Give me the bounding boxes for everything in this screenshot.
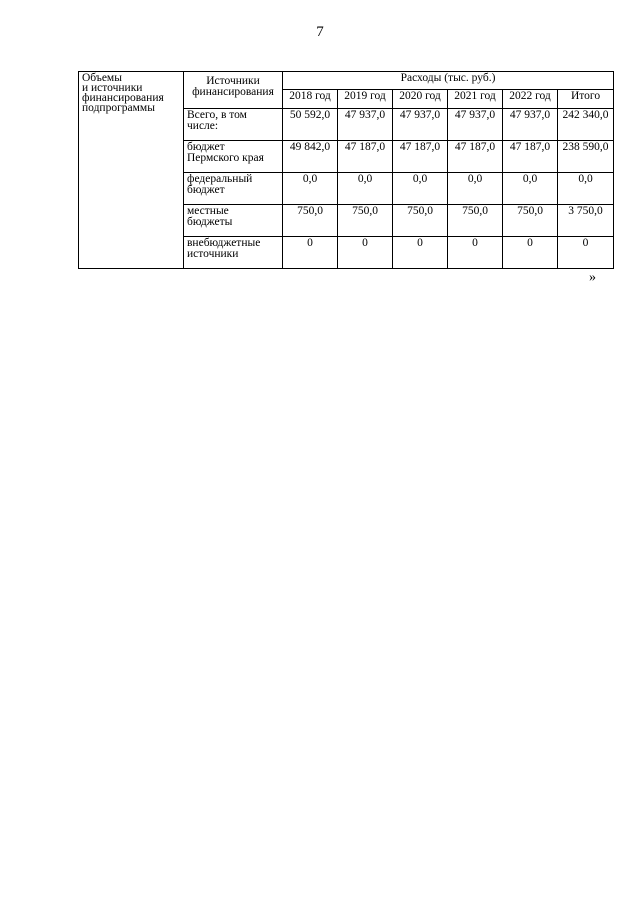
year-header: 2018 год bbox=[283, 90, 338, 109]
volumes-header-cell: Объемы и источники финансирования подпрограммы bbox=[79, 72, 184, 269]
total-cell: 238 590,0 bbox=[558, 141, 614, 173]
row-label: федеральный бюджет bbox=[184, 173, 283, 205]
year-header: 2022 год bbox=[503, 90, 558, 109]
financing-table bbox=[78, 71, 614, 269]
total-cell: 0,0 bbox=[558, 173, 614, 205]
value-cell: 47 937,0 bbox=[503, 109, 558, 141]
year-header: 2021 год bbox=[448, 90, 503, 109]
value-cell: 47 937,0 bbox=[338, 109, 393, 141]
row-label: бюджет Пермского края bbox=[184, 141, 283, 173]
value-cell: 47 937,0 bbox=[393, 109, 448, 141]
value-cell: 0,0 bbox=[448, 173, 503, 205]
total-cell: 3 750,0 bbox=[558, 205, 614, 237]
value-cell: 47 187,0 bbox=[503, 141, 558, 173]
value-cell: 0,0 bbox=[503, 173, 558, 205]
total-header: Итого bbox=[558, 90, 614, 109]
sources-header-cell: Источники финансирования bbox=[184, 72, 283, 109]
value-cell: 0,0 bbox=[393, 173, 448, 205]
value-cell: 750,0 bbox=[503, 205, 558, 237]
value-cell: 0 bbox=[448, 237, 503, 269]
closing-quote: » bbox=[589, 270, 596, 285]
value-cell: 47 187,0 bbox=[448, 141, 503, 173]
value-cell: 750,0 bbox=[448, 205, 503, 237]
row-label: Всего, в том числе: bbox=[184, 109, 283, 141]
page-number: 7 bbox=[316, 24, 324, 40]
value-cell: 750,0 bbox=[283, 205, 338, 237]
value-cell: 750,0 bbox=[393, 205, 448, 237]
row-label: внебюджетные источники bbox=[184, 237, 283, 269]
value-cell: 750,0 bbox=[338, 205, 393, 237]
value-cell: 47 187,0 bbox=[393, 141, 448, 173]
value-cell: 47 937,0 bbox=[448, 109, 503, 141]
value-cell: 0,0 bbox=[283, 173, 338, 205]
row-label: местные бюджеты bbox=[184, 205, 283, 237]
total-cell: 242 340,0 bbox=[558, 109, 614, 141]
value-cell: 0 bbox=[338, 237, 393, 269]
value-cell: 49 842,0 bbox=[283, 141, 338, 173]
value-cell: 0 bbox=[393, 237, 448, 269]
expenses-header-cell: Расходы (тыс. руб.) bbox=[283, 72, 614, 90]
value-cell: 50 592,0 bbox=[283, 109, 338, 141]
value-cell: 0,0 bbox=[338, 173, 393, 205]
value-cell: 0 bbox=[283, 237, 338, 269]
total-cell: 0 bbox=[558, 237, 614, 269]
header-row-1 bbox=[79, 72, 614, 90]
value-cell: 0 bbox=[503, 237, 558, 269]
value-cell: 47 187,0 bbox=[338, 141, 393, 173]
year-header: 2020 год bbox=[393, 90, 448, 109]
year-header: 2019 год bbox=[338, 90, 393, 109]
